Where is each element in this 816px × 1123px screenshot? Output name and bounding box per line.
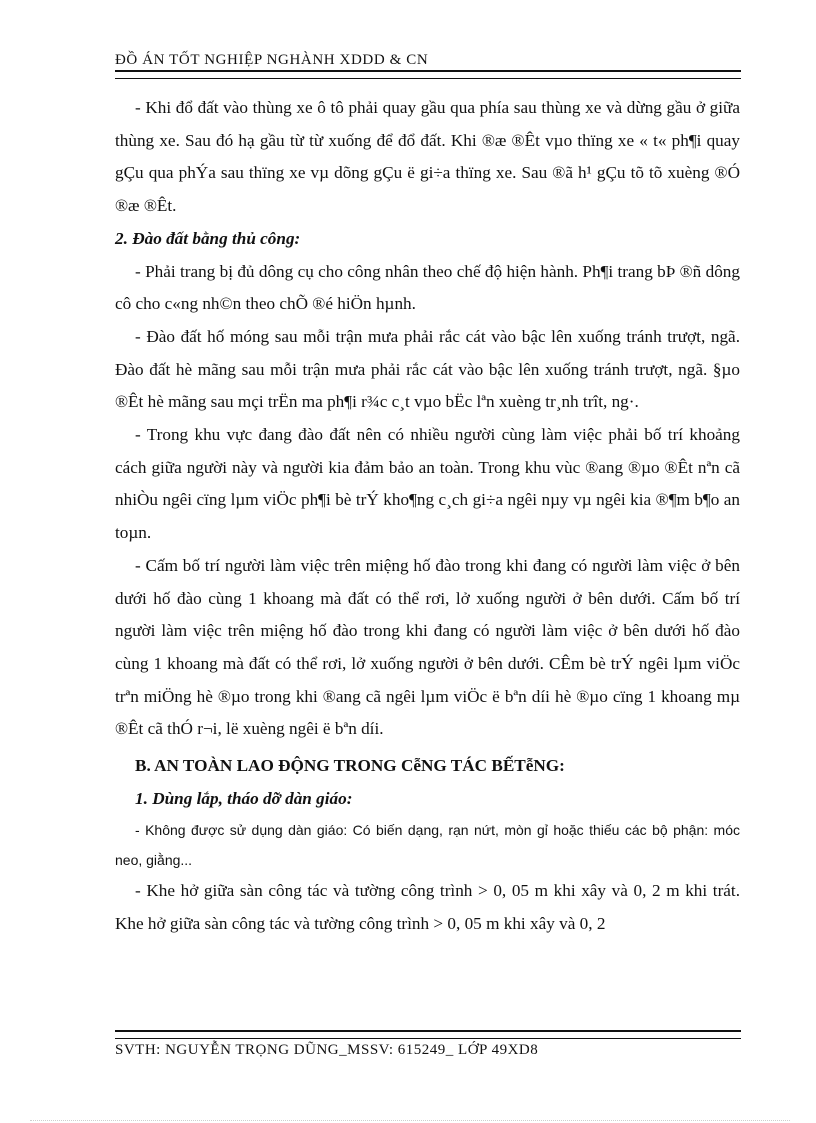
paragraph-worker-tools: - Phải trang bị đủ dông cụ cho công nhân theo chế độ hiện hành. Ph¶i trang bÞ ®ñ dông cô cho c«ng nh©n theo chÕ ®é hiÖn hµnh. xyxy=(115,261,740,314)
footer-rule xyxy=(115,1030,741,1039)
paragraph-pit-edge-ban: - Cấm bố trí người làm việc trên miệng hố đào trong khi đang có người làm việc ở bên dưới hố đào cùng 1 khoang mà đất có thể rơi, lở xuống người ở bên dưới. Cấm bố trí người làm việc trên miệng hố đào trong khi đang có người làm việc ở bên dưới hố đào cùng 1 khoang mà đất có thể rơi, lở xuống người ở bên dưới. CÊm bè trÝ ngêi lµm viÖc trªn miÖng hè ®µo trong khi ®ang cã ngêi lµm viÖc ë bªn díi hè ®µo cïng 1 khoang mµ ®Êt cã thÓ r¬i, lë xuèng ngêi ë bªn díi. xyxy=(115,555,740,739)
heading-scaffolding: 1. Dùng lắp, tháo dỡ dàn giáo: xyxy=(135,788,353,808)
heading-manual-excavation: 2. Đào đất bằng thủ công: xyxy=(115,228,301,248)
document-body xyxy=(115,92,740,941)
paragraph-scaffold-defects: - Không được sử dụng dàn giáo: Có biến dạng, rạn nứt, mòn gỉ hoặc thiếu các bộ phận: móc neo, giằng... xyxy=(115,822,740,869)
page-footer-student: SVTH: NGUYỄN TRỌNG DŨNG_MSSV: 615249_ LỚP 49XD8 xyxy=(115,1042,539,1058)
heading-concrete-safety: B. AN TOÀN LAO ĐỘNG TRONG CễNG TÁC BẾTễNG: xyxy=(135,756,565,776)
paragraph-worker-spacing: - Trong khu vực đang đào đất nên có nhiều người cùng làm việc phải bố trí khoảng cách giữa người này và người kia đảm bảo an toàn. Trong khu vùc ®ang ®µo ®Êt nªn cã nhiÒu ngêi cïng lµm viÖc ph¶i bè trÝ kho¶ng c¸ch gi÷a ngêi nµy vµ ngêi kia ®¶m b¶o an toµn. xyxy=(115,425,740,543)
paragraph-gap-clearance: - Khe hở giữa sàn công tác và tường công trình > 0, 05 m khi xây và 0, 2 m khi trát. Khe hở giữa sàn công tác và tường công trình > 0, 05 m khi xây và 0, 2 xyxy=(115,881,740,934)
page-bottom-edge xyxy=(30,1120,790,1121)
page-header-title: ĐỒ ÁN TỐT NGHIỆP NGHÀNH XDDD & CN xyxy=(115,52,429,68)
paragraph-rain-sand: - Đào đất hố móng sau mỗi trận mưa phải rắc cát vào bậc lên xuống tránh trượt, ngã. Đào đất hè mãng sau mỗi trận mưa phải rắc cát vào bậc lên xuống tránh trượt, ngã. §µo ®Êt hè mãng sau mçi trËn ma ph¶i r¾c c¸t vµo bËc lªn xuèng tr¸nh trît, ng·. xyxy=(115,326,740,412)
paragraph-excavator-dumping: - Khi đổ đất vào thùng xe ô tô phải quay gầu qua phía sau thùng xe và dừng gầu ở giữa thùng xe. Sau đó hạ gầu từ từ xuống để đổ đất. Khi ®æ ®Êt vµo thïng xe « t« ph¶i quay gÇu qua phÝa sau thïng xe vµ dõng gÇu ë gi÷a thïng xe. Sau ®ã h¹ gÇu tõ tõ xuèng ®Ó ®æ ®Êt. xyxy=(115,98,740,216)
header-rule xyxy=(115,70,741,79)
